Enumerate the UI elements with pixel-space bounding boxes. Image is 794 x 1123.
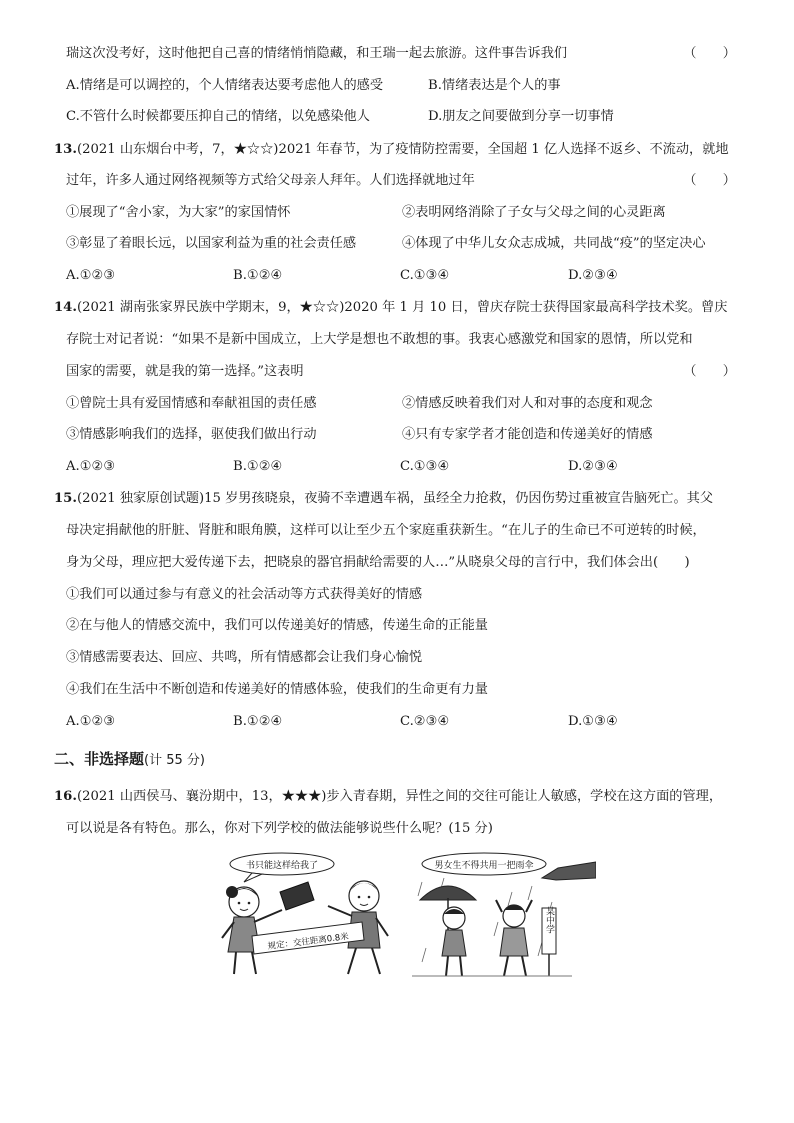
q13-statement-4: ④体现了中华儿女众志成城，共同战“疫”的坚定决心 [402,236,706,251]
cartoon-illustration [212,852,596,982]
q14-stem-1: 2020 年 1 月 10 日，曾庆存院士获得国家最高科学技术奖。曾庆 [344,300,728,315]
q13-option-c: C.①③④ [400,268,450,283]
q14-stem-3: 国家的需要，就是我的第一选择。”这表明 [66,364,304,379]
q14-option-d: D.②③④ [568,459,618,474]
q13-stem-2: 过年，许多人通过网络视频等方式给父母亲人拜年。人们选择就地过年 [66,173,475,188]
section-score: (计 55 分) [144,753,205,768]
q13-statement-3: ③彰显了着眼长远，以国家利益为重的社会责任感 [66,236,357,251]
q12-option-d: D.朋友之间要做到分享一切事情 [428,109,614,124]
q14-option-a: A.①②③ [66,459,116,474]
q16-header [54,787,722,807]
q14-statement-4: ④只有专家学者才能创造和传递美好的情感 [402,427,653,442]
q13-header [54,140,729,160]
q16-stem-1: 步入青春期，异性之间的交往可能让人敏感，学校在这方面的管理， [326,789,723,804]
q15-stem-1: 15 岁男孩晓泉，夜骑不幸遭遇车祸，虽经全力抢救，仍因伤势过重被宣告脑死亡。其父 [204,491,714,506]
right-bubble-text: 男女生不得共用一把雨伞 [434,861,534,871]
q16-number: 16. [54,789,77,804]
q15-option-d: D.①③④ [568,714,618,729]
right-panel-cartoon [412,853,596,976]
q14-header [54,298,727,318]
q12-option-b: B.情绪表达是个人的事 [428,78,561,93]
section-title-text: 二、非选择题 [54,750,145,768]
q13-statement-1: ①展现了“舍小家，为大家”的家国情怀 [66,205,291,220]
q14-answer-paren: （ ） [683,364,736,379]
q15-header [54,489,713,509]
q14-option-b: B.①②④ [233,459,283,474]
q15-stem-3: 身为父母，理应把大爱传递下去，把晓泉的器官捐献给需要的人…”从晓泉父母的言行中，我们体会出( ) [66,555,690,570]
q13-number: 13. [54,142,77,157]
q14-stem-2: 存院士对记者说：“如果不是新中国成立，上大学是想也不敢想的事。我衷心感激党和国家的恩情，所以党和 [66,332,693,347]
q14-statement-2: ②情感反映着我们对人和对事的态度和观念 [402,396,653,411]
q15-number: 15. [54,491,77,506]
q13-option-b: B.①②④ [233,268,283,283]
q13-answer-paren: （ ） [683,173,736,188]
q14-statement-1: ①曾院士具有爱国情感和奉献祖国的责任感 [66,396,317,411]
q13-option-a: A.①②③ [66,268,116,283]
q14-source: (2021 湖南张家界民族中学期末，9，★☆☆) [76,300,345,315]
school-sign-text: 某中学 [544,906,554,934]
left-rule-sign-text: 规定：交往距离0.8米 [267,932,350,952]
q13-statement-2: ②表明网络消除了子女与父母之间的心灵距离 [402,205,666,220]
section-title [54,748,205,769]
q16-source: (2021 山西侯马、襄汾期中，13，★★★) [76,789,327,804]
q14-number: 14. [54,300,77,315]
q15-source: (2021 独家原创试题) [76,491,205,506]
q15-statement-2: ②在与他人的情感交流中，我们可以传递美好的情感，传递生命的正能量 [66,618,488,633]
q12-stem-tail: 瑞这次没考好，这时他把自己喜的情绪悄悄隐藏，和王瑞一起去旅游。这件事告诉我们 [66,46,568,61]
q12-option-c: C.不管什么时候都要压抑自己的情绪，以免感染他人 [66,109,370,124]
q12-option-a: A.情绪是可以调控的，个人情绪表达要考虑他人的感受 [66,78,384,93]
left-bubble-text: 书只能这样给我了 [245,861,319,871]
q15-option-c: C.②③④ [400,714,450,729]
q15-statement-4: ④我们在生活中不断创造和传递美好的情感体验，使我们的生命更有力量 [66,682,488,697]
q15-option-a: A.①②③ [66,714,116,729]
q13-option-d: D.②③④ [568,268,618,283]
q13-stem-1: 2021 年春节，为了疫情防控需要，全国超 1 亿人选择不返乡、不流动，就地 [278,142,729,157]
q12-answer-paren: （ ） [683,46,736,61]
left-panel-cartoon [222,853,388,974]
q14-statement-3: ③情感影响我们的选择，驱使我们做出行动 [66,427,317,442]
q13-source: (2021 山东烟台中考，7，★☆☆) [76,142,279,157]
q14-option-c: C.①③④ [400,459,450,474]
q15-stem-2: 母决定捐献他的肝脏、肾脏和眼角膜，这样可以让至少五个家庭重获新生。“在儿子的生命已不可逆转的时候， [66,523,706,538]
q15-statement-3: ③情感需要表达、回应、共鸣，所有情感都会让我们身心愉悦 [66,650,423,665]
q16-stem-2: 可以说是各有特色。那么，你对下列学校的做法能够说些什么呢？(15 分) [66,821,493,836]
q15-statement-1: ①我们可以通过参与有意义的社会活动等方式获得美好的情感 [66,587,423,602]
q15-option-b: B.①②④ [233,714,283,729]
